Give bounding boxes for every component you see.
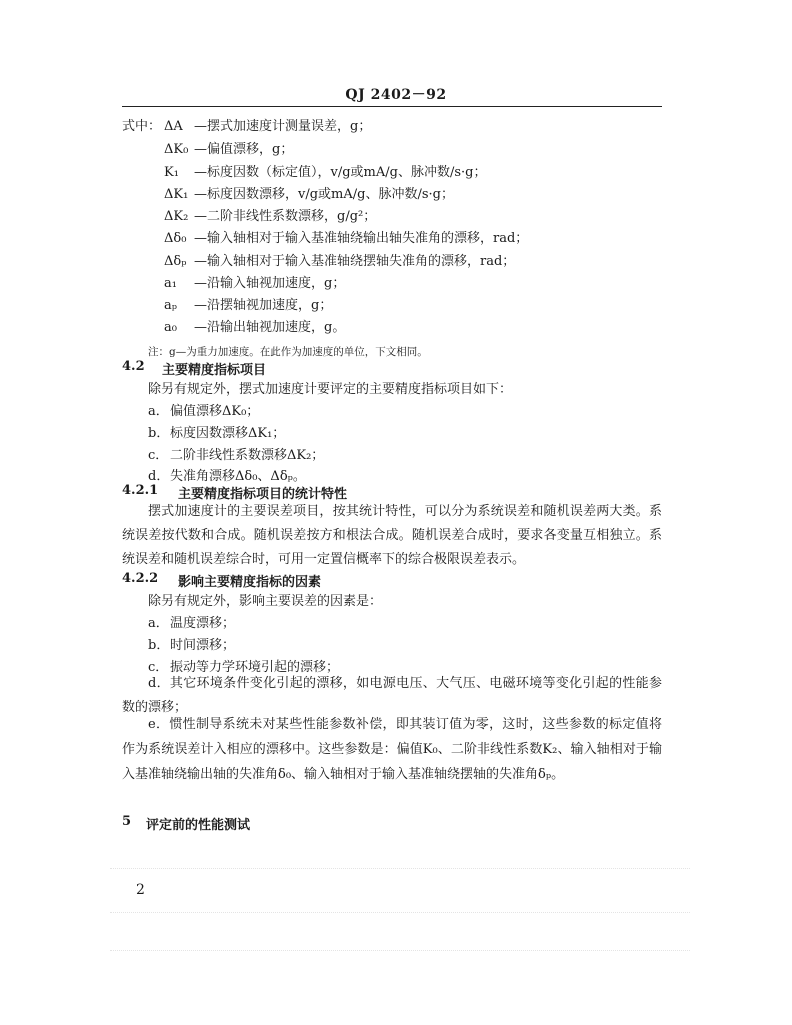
section-title: 主要精度指标项目 xyxy=(162,363,267,378)
section-title: 主要精度指标项目的统计特性 xyxy=(178,487,348,502)
list-item-text: 振动等力学环境引起的漂移； xyxy=(170,660,340,675)
paragraph: 摆式加速度计的主要误差项目，按其统计特性，可以分为系统误差和随机误差两大类。系统误差按代数和合成。随机误差按方和根法合成。随机误差合成时，要求各变量互相独立。系统误差和随机误差综合时，可用一定置信概率下的综合极限误差表示。 xyxy=(122,504,662,567)
symbol-name: ΔK₁ xyxy=(164,187,189,202)
symbol-name: aₚ xyxy=(164,298,177,313)
symbol-description: —沿输入轴视加速度，g； xyxy=(194,276,346,291)
list-item-label: c． xyxy=(148,448,169,463)
symbol-description: —标度因数漂移，v/g或mA/g、脉冲数/s·g； xyxy=(194,187,454,202)
list-item-paragraph: e．惯性制导系统未对某些性能参数补偿，即其装订值为零，这时，这些参数的标定值将作为系统误差计入相应的漂移中。这些参数是：偏值K₀、二阶非线性系数K₂、输入轴相对于输入基准轴绕输出轴的失准角δ₀、输入轴相对于输入基准轴绕摆轴的失准角δₚ。 xyxy=(122,717,662,782)
page-number: 2 xyxy=(136,882,145,898)
footnote: 注：g—为重力加速度。在此作为加速度的单位，下文相同。 xyxy=(148,346,428,358)
document-code-header: QJ 2402－92 xyxy=(345,87,447,103)
scan-noise-line xyxy=(110,868,690,869)
section-number: 4.2.2 xyxy=(122,571,159,586)
list-item-text: 温度漂移； xyxy=(170,616,236,631)
symbol-name: ΔA xyxy=(164,119,183,134)
symbol-description: —偏值漂移，g； xyxy=(194,142,294,157)
list-item-label: a． xyxy=(148,404,169,419)
section-intro: 除另有规定外，摆式加速度计要评定的主要精度指标项目如下： xyxy=(148,382,513,397)
symbol-name: a₀ xyxy=(164,320,177,335)
section-number: 5 xyxy=(122,814,132,829)
symbol-description: —输入轴相对于输入基准轴绕摆轴失准角的漂移，rad； xyxy=(194,254,516,269)
scan-noise-line xyxy=(110,950,690,951)
list-item-label: a． xyxy=(148,616,169,631)
symbol-description: —沿输出轴视加速度，g。 xyxy=(194,320,346,335)
list-item-label: b． xyxy=(148,638,170,653)
symbol-name: Δδ₀ xyxy=(164,231,187,246)
header-rule xyxy=(122,106,662,107)
list-item-text: 失准角漂移Δδ₀、Δδₚ。 xyxy=(170,469,306,484)
symbol-description: —二阶非线性系数漂移，g/g²； xyxy=(194,209,377,224)
list-item-text: 偏值漂移ΔK₀； xyxy=(170,404,260,419)
symbol-description: —标度因数（标定值），v/g或mA/g、脉冲数/s·g； xyxy=(194,165,487,180)
symbol-name: K₁ xyxy=(164,165,179,180)
symbol-description: —摆式加速度计测量误差，g； xyxy=(194,119,372,134)
section-number: 4.2 xyxy=(122,359,145,374)
symbol-name: a₁ xyxy=(164,276,177,291)
symbol-description: —输入轴相对于输入基准轴绕输出轴失准角的漂移，rad； xyxy=(194,231,529,246)
symbol-name: Δδₚ xyxy=(164,254,187,269)
scan-noise-line xyxy=(110,912,690,913)
symbol-name: ΔK₂ xyxy=(164,209,189,224)
list-item-text: 二阶非线性系数漂移ΔK₂； xyxy=(170,448,325,463)
section-number: 4.2.1 xyxy=(122,483,159,498)
list-item-text: 时间漂移； xyxy=(170,638,236,653)
symbol-prefix: 式中： xyxy=(122,119,162,134)
section-intro: 除另有规定外，影响主要误差的因素是： xyxy=(148,594,383,609)
list-item-text: 标度因数漂移ΔK₁； xyxy=(170,426,286,441)
list-item-label: d． xyxy=(148,469,170,484)
section-title: 评定前的性能测试 xyxy=(146,818,251,833)
list-item-label: c． xyxy=(148,660,169,675)
list-item-paragraph: d．其它环境条件变化引起的漂移，如电源电压、大气压、电磁环境等变化引起的性能参数的漂移； xyxy=(122,676,662,715)
symbol-description: —沿摆轴视加速度，g； xyxy=(194,298,333,313)
section-title: 影响主要精度指标的因素 xyxy=(178,575,322,590)
symbol-name: ΔK₀ xyxy=(164,142,189,157)
list-item-label: b． xyxy=(148,426,170,441)
